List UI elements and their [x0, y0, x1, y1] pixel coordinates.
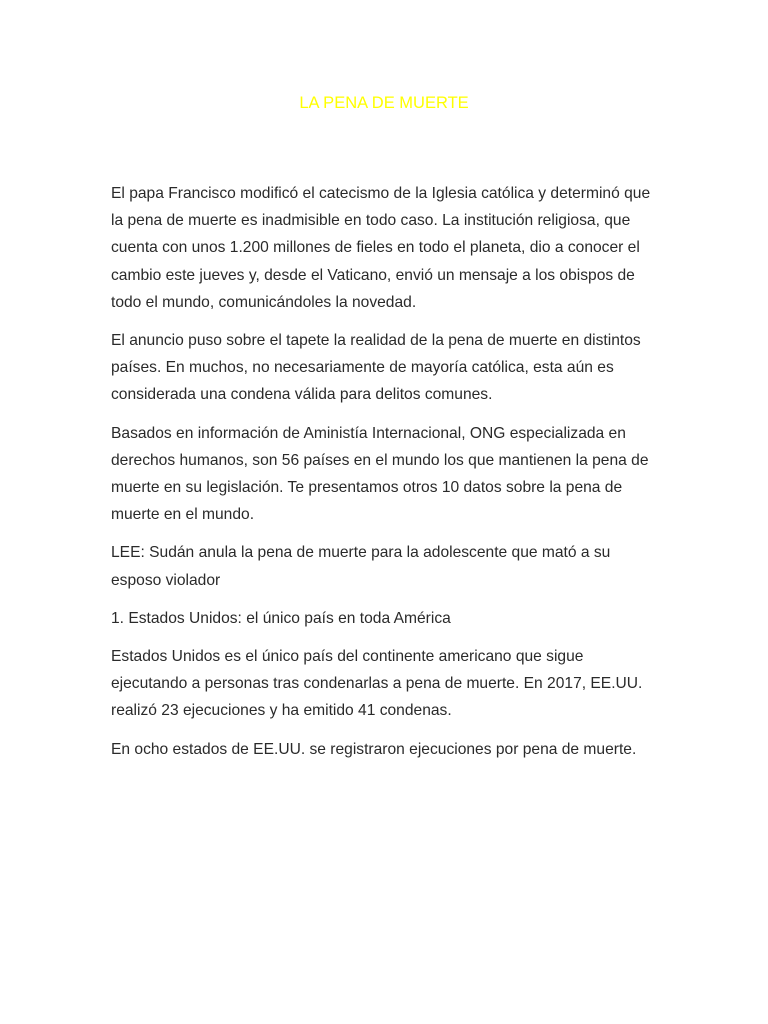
paragraph-states: En ocho estados de EE.UU. se registraron ejecuciones por pena de muerte. [111, 740, 637, 758]
paragraph-usa: Estados Unidos es el único país del continente americano que sigue ejecutando a personas tras condenarlas a pena de muerte. En 2017, EE.UU. realizó 23 ejecuciones y ha emitido 41 condenas. [111, 648, 643, 720]
paragraph-announcement: El anuncio puso sobre el tapete la realidad de la pena de muerte en distintos países. En muchos, no necesariamente de mayoría católica, esta aún es considerada una condena válida para delitos comunes. [111, 332, 641, 404]
document-body [111, 180, 651, 774]
paragraph-section-heading: 1. Estados Unidos: el único país en toda América [111, 609, 451, 627]
paragraph-amnesty: Basados en información de Aministía Internacional, ONG especializada en derechos humanos, son 56 países en el mundo los que mantienen la pena de muerte en su legislación. Te presentamos otros 10 datos sobre la pena de muerte en el mundo. [111, 424, 649, 524]
paragraph-intro: El papa Francisco modificó el catecismo de la Iglesia católica y determinó que la pena de muerte es inadmisible en todo caso. La institución religiosa, que cuenta con unos 1.200 millones de fieles en todo el planeta, dio a conocer el cambio este jueves y, desde el Vaticano, envió un mensaje a los obispos de todo el mundo, comunicándoles la novedad. [111, 185, 651, 311]
document-title: LA PENA DE MUERTE [299, 94, 469, 112]
paragraph-related-link: LEE: Sudán anula la pena de muerte para la adolescente que mató a su esposo violador [111, 544, 611, 589]
